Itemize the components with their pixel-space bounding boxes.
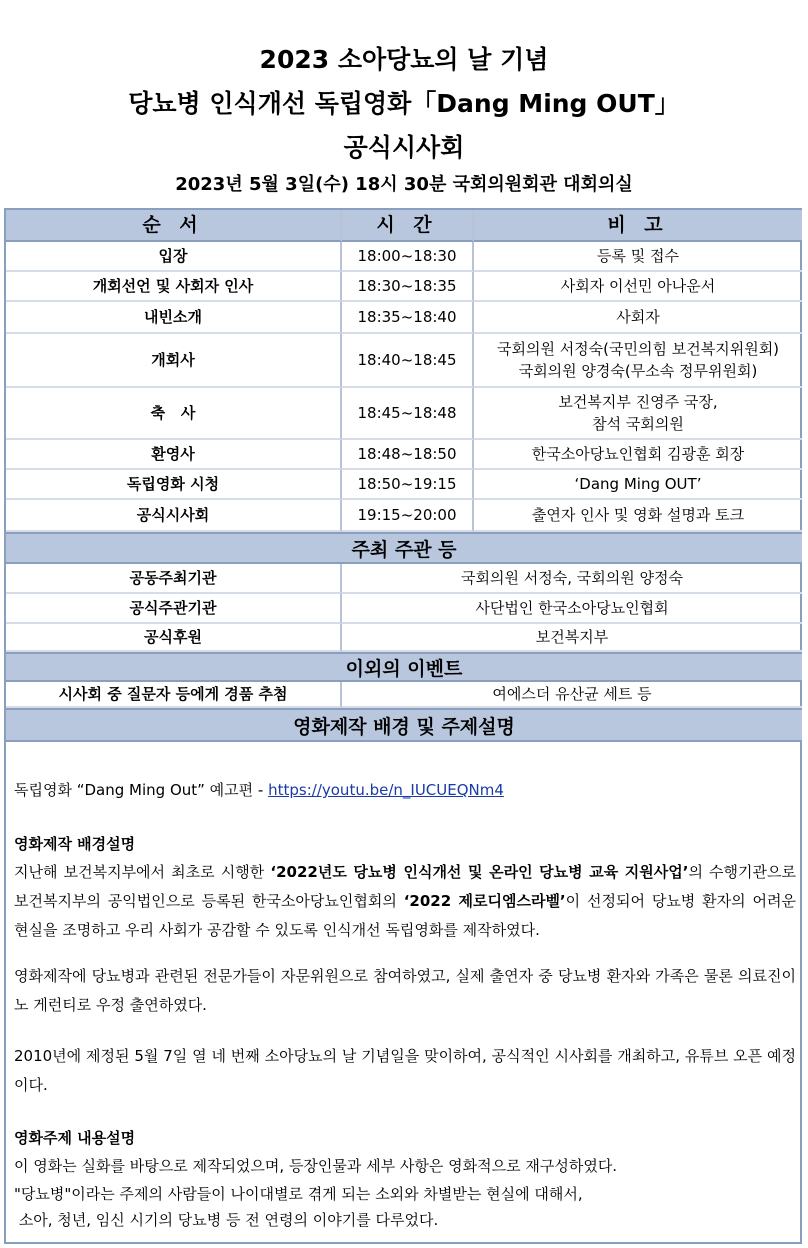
note-cell: 등록 및 접수 <box>474 242 802 272</box>
order-cell: 개회사 <box>6 334 342 388</box>
note-cell <box>474 388 802 440</box>
bg-paragraph-1 <box>14 858 796 945</box>
time-cell: 18:30~18:35 <box>342 272 474 302</box>
note-cell: 한국소아당뇨인협회 김광훈 회장 <box>474 440 802 470</box>
time-cell: 18:50~19:15 <box>342 470 474 500</box>
host-value-cell: 보건복지부 <box>342 624 802 652</box>
table-row <box>6 272 802 302</box>
theme-title: 영화주제 내용설명 <box>14 1129 136 1147</box>
bg-p1-highlight-1: ‘2022년도 당뇨병 인식개선 및 온라인 당뇨병 교육 지원사업’ <box>270 863 689 881</box>
bg-title: 영화제작 배경설명 <box>14 835 136 853</box>
note-line-2: 참석 국회의원 <box>592 415 684 433</box>
table-row <box>6 470 802 500</box>
table-row <box>6 564 802 594</box>
time-cell: 18:00~18:30 <box>342 242 474 272</box>
title-line-3: 공식시사회 <box>343 133 465 162</box>
time-cell: 18:35~18:40 <box>342 302 474 334</box>
host-value-cell: 사단법인 한국소아당뇨인협회 <box>342 594 802 624</box>
trailer-line <box>14 776 794 805</box>
time-cell: 18:40~18:45 <box>342 334 474 388</box>
note-cell: 사회자 이선민 아나운서 <box>474 272 802 302</box>
background-heading: 영화제작 배경 및 주제설명 <box>6 708 802 742</box>
table-row <box>6 242 802 272</box>
col-note-header: 비 고 <box>474 210 802 242</box>
order-cell: 축 사 <box>6 388 342 440</box>
note-cell: 출연자 인사 및 영화 설명과 토크 <box>474 500 802 532</box>
theme-line-1: 이 영화는 실화를 바탕으로 제작되었으며, 등장인물과 세부 사항은 영화적으로 재구성하였다. <box>14 1157 618 1175</box>
order-cell: 입장 <box>6 242 342 272</box>
bg-p1-text-b: 의 수행기관으로 보건복지부의 공익법인으로 등록된 한국소아당뇨인협회의 <box>14 863 797 910</box>
event-value-cell: 여에스더 유산균 세트 등 <box>342 682 802 708</box>
host-label-cell: 공식후원 <box>6 624 342 652</box>
schedule-header-row <box>6 210 802 242</box>
note-line-1: 보건복지부 진영주 국장, <box>558 393 718 411</box>
table-row <box>6 334 802 388</box>
table-row <box>6 500 802 532</box>
title-line-1: 2023 소아당뇨의 날 기념 <box>259 45 549 74</box>
note-cell <box>474 334 802 388</box>
theme-line-3: 소아, 청년, 임신 시기의 당뇨병 등 전 연령의 이야기를 다루었다. <box>14 1211 439 1229</box>
order-cell: 독립영화 시청 <box>6 470 342 500</box>
table-row <box>6 682 802 708</box>
table-row <box>6 440 802 470</box>
host-label-cell: 공동주최기관 <box>6 564 342 594</box>
time-cell: 19:15~20:00 <box>342 500 474 532</box>
events-heading: 이외의 이벤트 <box>6 652 802 682</box>
col-time-header: 시 간 <box>342 210 474 242</box>
bg-paragraph-3: 2010년에 제정된 5월 7일 열 네 번째 소아당뇨의 날 기념일을 맞이하여, 공식적인 시사회를 개최하고, 유튜브 오픈 예정이다. <box>14 1047 796 1094</box>
order-cell: 공식시사회 <box>6 500 342 532</box>
note-cell: ‘Dang Ming OUT’ <box>474 470 802 500</box>
event-date-location: 2023년 5월 3일(수) 18시 30분 국회의원회관 대회의실 <box>175 174 633 195</box>
note-cell: 사회자 <box>474 302 802 334</box>
table-row <box>6 594 802 624</box>
order-cell: 환영사 <box>6 440 342 470</box>
note-line-2: 국회의원 양경숙(무소속 정무위원회) <box>518 362 758 380</box>
order-cell: 내빈소개 <box>6 302 342 334</box>
host-value-cell: 국회의원 서정숙, 국회의원 양정숙 <box>342 564 802 594</box>
trailer-label: 독립영화 “Dang Ming Out” 예고편 - <box>14 781 269 799</box>
table-row <box>6 302 802 334</box>
title-line-2: 당뇨병 인식개선 독립영화「Dang Ming OUT」 <box>128 89 680 118</box>
table-row <box>6 388 802 440</box>
theme-line-2: "당뇨병"이라는 주제의 사람들이 나이대별로 겪게 되는 소외와 차별받는 현실에 대해서, <box>14 1185 583 1203</box>
bg-p1-text-a: 지난해 보건복지부에서 최초로 시행한 <box>14 863 271 881</box>
col-order-header: 순 서 <box>6 210 342 242</box>
host-label-cell: 공식주관기관 <box>6 594 342 624</box>
trailer-link[interactable]: https://youtu.be/n_IUCUEQNm4 <box>268 781 504 799</box>
hosts-heading: 주최 주관 등 <box>6 532 802 564</box>
bg-paragraph-2: 영화제작에 당뇨병과 관련된 전문가들이 자문위원으로 참여하였고, 실제 출연자 중 당뇨병 환자와 가족은 물론 의료진이 노 게런티로 우정 출연하였다. <box>14 967 796 1014</box>
note-line-1: 국회의원 서정숙(국민의힘 보건복지위원회) <box>496 340 780 358</box>
time-cell: 18:45~18:48 <box>342 388 474 440</box>
table-row <box>6 624 802 652</box>
bg-p1-text-c: 이 선정되어 당뇨병 환자의 어려운 현실을 조명하고 우리 사회가 공감할 수 있도록 인식개선 독립영화를 제작하였다. <box>14 892 796 939</box>
bg-p1-highlight-2: ‘2022 제로디엠스라벨’ <box>403 892 566 910</box>
event-label-cell: 시사회 중 질문자 등에게 경품 추첨 <box>6 682 342 708</box>
order-cell: 개회선언 및 사회자 인사 <box>6 272 342 302</box>
time-cell: 18:48~18:50 <box>342 440 474 470</box>
